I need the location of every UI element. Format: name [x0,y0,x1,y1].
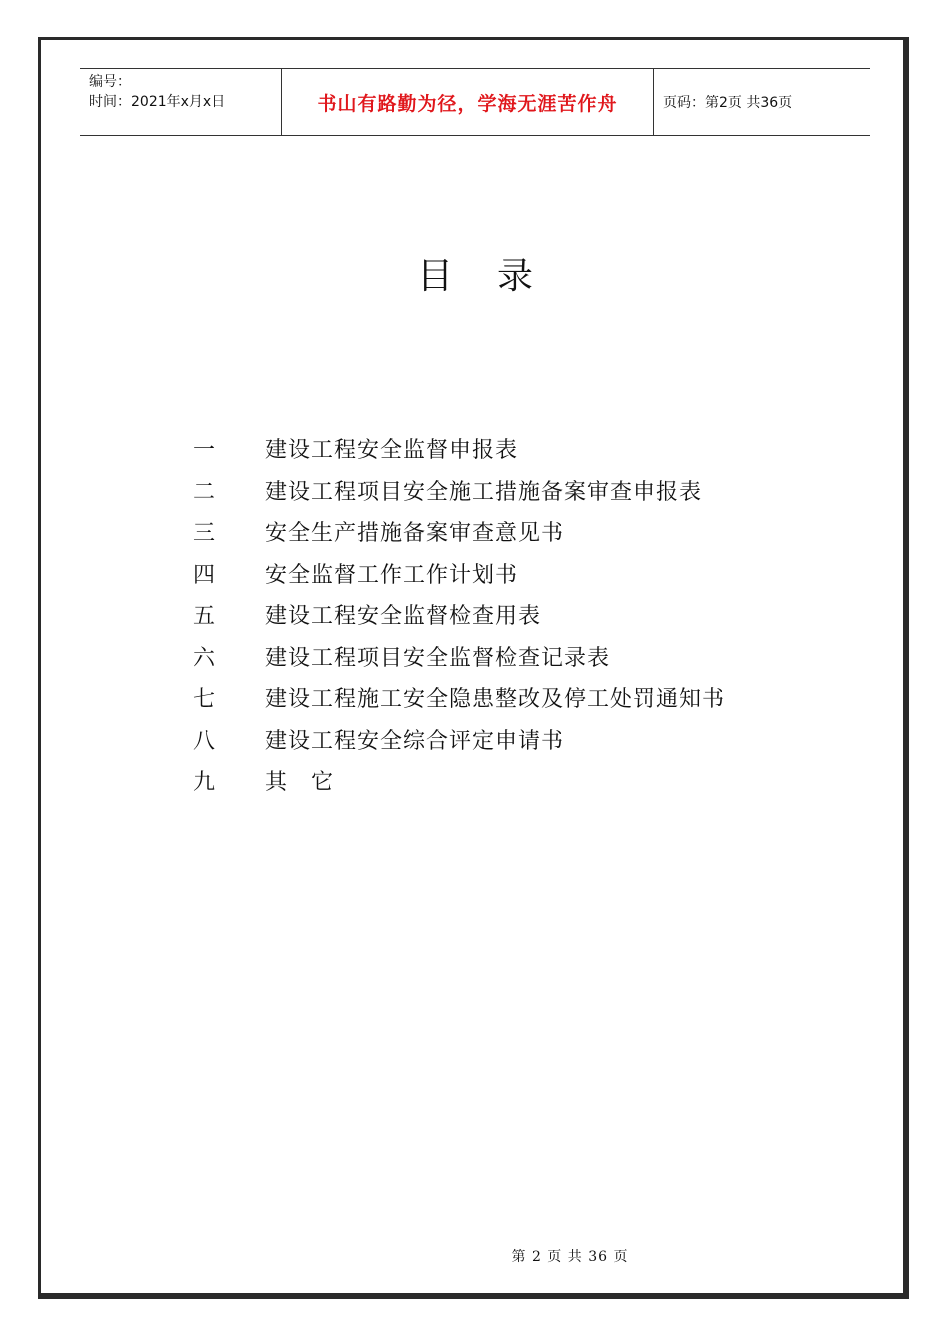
toc-item-title: 建设工程安全综合评定申请书 [265,728,565,754]
serial-number-label: 编号： [89,74,131,90]
date-label: 时间：2021年x月x日 [89,94,226,110]
toc-item-number: 七 [193,687,216,713]
toc-item[interactable] [193,553,725,595]
toc-item-number: 八 [193,728,216,754]
toc-list [193,428,725,802]
toc-item-title: 建设工程安全监督检查用表 [265,604,542,630]
toc-item-number: 九 [193,770,216,796]
toc-item[interactable] [193,470,725,512]
toc-item[interactable] [193,428,725,470]
toc-item-title: 建设工程施工安全隐患整改及停工处罚通知书 [265,687,726,713]
page-info: 页码：第2页 共36页 [663,95,793,111]
toc-item-title: 其 它 [265,770,335,796]
toc-item-number: 四 [193,562,216,588]
toc-item-title: 建设工程项目安全监督检查记录表 [265,645,611,671]
toc-item-title: 安全监督工作工作计划书 [265,562,519,588]
toc-item-title: 建设工程安全监督申报表 [265,438,519,464]
toc-item[interactable] [193,636,725,678]
toc-item-title: 安全生产措施备案审查意见书 [265,521,565,547]
toc-item[interactable] [193,594,725,636]
toc-title: 目录 [416,256,577,297]
toc-item-number: 五 [193,604,216,630]
toc-item[interactable] [193,677,725,719]
document-header [80,68,870,136]
motto-text: 书山有路勤为径，学海无涯苦作舟 [282,69,654,135]
toc-item-title: 建设工程项目安全施工措施备案审查申报表 [265,479,703,505]
toc-item-number: 三 [193,521,216,547]
toc-item-number: 一 [193,438,216,464]
toc-item[interactable] [193,760,725,802]
toc-item-number: 六 [193,645,216,671]
toc-item-number: 二 [193,479,216,505]
footer-page-number: 第 2 页 共 36 页 [511,1249,629,1265]
toc-item[interactable] [193,511,725,553]
toc-item[interactable] [193,719,725,761]
header-meta [80,69,282,135]
